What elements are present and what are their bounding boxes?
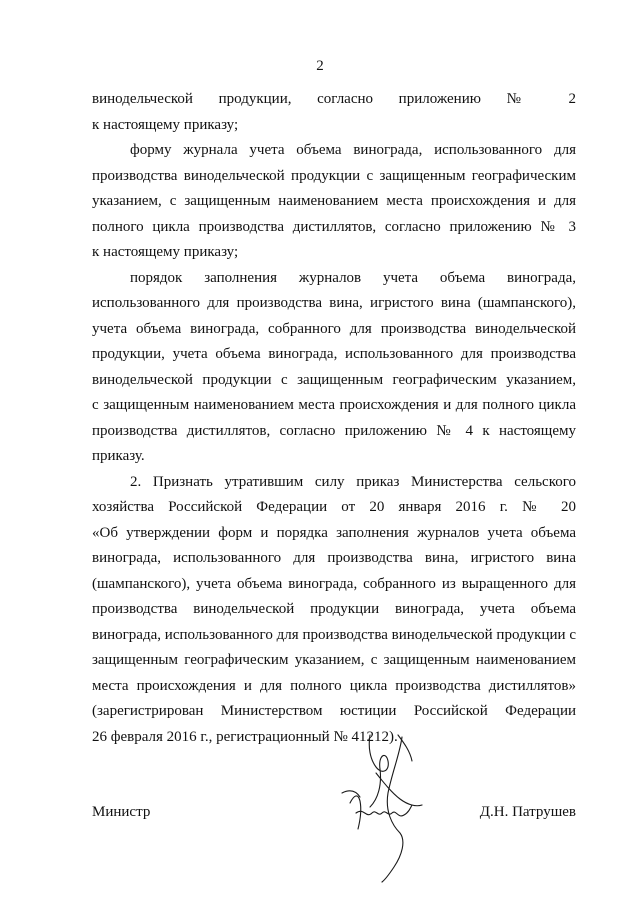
text-line: винодельческой продукции с защищенным географическим указанием,: [92, 371, 576, 388]
paragraph-procedure: [92, 266, 576, 470]
text-line: производства дистиллятов, согласно приложению № 4 к настоящему: [92, 422, 576, 439]
text-line: 2. Признать утратившим силу приказ Министерства сельского: [130, 473, 576, 490]
text-line: винограда, использованного для производства вина, игристого вина: [92, 550, 576, 566]
paragraph-journal-form: [92, 138, 576, 266]
text-line: винодельческой продукции, согласно приложению № 2: [92, 91, 576, 107]
text-line: (зарегистрирован Министерством юстиции Российской Федерации: [92, 703, 576, 719]
text-line: указанием, с защищенным наименованием места происхождения и для: [92, 193, 576, 209]
document-body: [92, 87, 576, 750]
text-line: (шампанского), учета объема винограда, собранного из выращенного для: [92, 575, 576, 592]
text-line: к настоящему приказу;: [92, 244, 239, 260]
text-line: использованного для производства вина, игристого вина (шампанского),: [92, 295, 576, 311]
text-line: производства винодельческой продукции с защищенным географическим: [92, 167, 576, 184]
text-line: 26 февраля 2016 г., регистрационный № 41212).: [92, 728, 398, 745]
text-line: защищенным географическим указанием, с защищенным наименованием: [92, 652, 576, 668]
page-number: 2: [316, 58, 324, 74]
text-line: хозяйства Российской Федерации от 20 января 2016 г. № 20: [92, 499, 576, 515]
signatory-name: Д.Н. Патрушев: [479, 804, 576, 820]
paragraph-repeal: [92, 470, 576, 751]
text-line: продукции, учета объема винограда, использованного для производства: [92, 346, 576, 362]
text-line: полного цикла производства дистиллятов, согласно приложению № 3: [92, 218, 576, 235]
text-line: к настоящему приказу;: [92, 116, 239, 133]
text-line: приказу.: [92, 448, 145, 464]
text-line: учета объема винограда, собранного для производства винодельческой: [92, 320, 576, 337]
text-line: винограда, использованного для производства винодельческой продукции с: [92, 626, 576, 643]
text-line: порядок заполнения журналов учета объема винограда,: [130, 269, 576, 286]
signature-block: [92, 800, 576, 824]
signatory-title: Министр: [92, 804, 151, 820]
text-line: форму журнала учета объема винограда, использованного для: [130, 142, 576, 158]
paragraph-continuation: [92, 87, 576, 138]
text-line: с защищенным наименованием места происхождения и для полного цикла: [92, 397, 576, 413]
text-line: «Об утверждении форм и порядка заполнения журналов учета объема: [92, 524, 576, 541]
text-line: места происхождения и для полного цикла производства дистиллятов»: [92, 677, 576, 694]
text-line: производства винодельческой продукции винограда, учета объема: [92, 601, 576, 617]
